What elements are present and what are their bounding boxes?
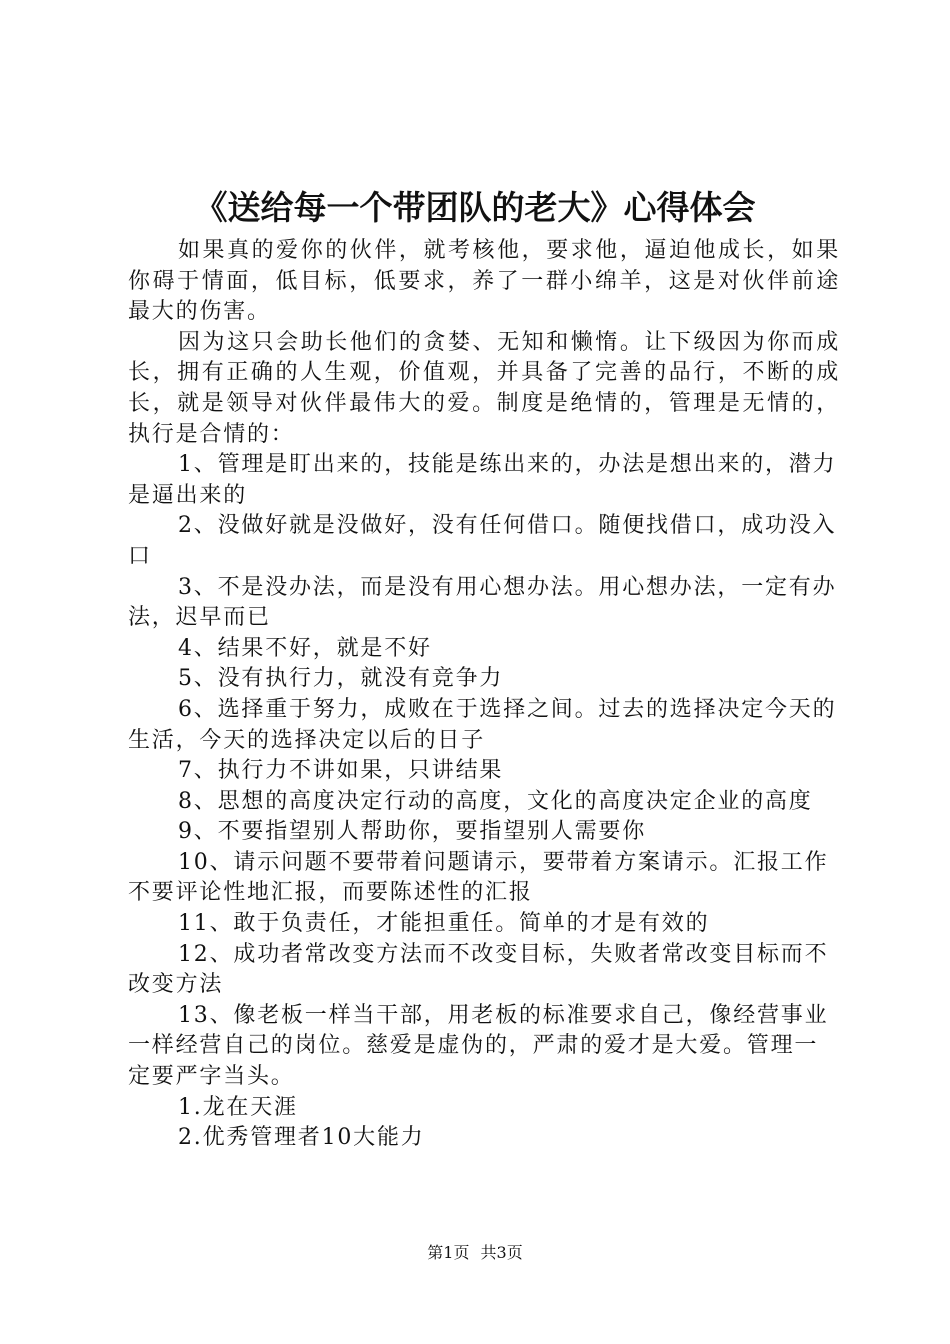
list-item: 12、成功者常改变方法而不改变目标，失败者常改变目标而不改变方法	[128, 941, 829, 998]
paragraph: 因为这只会助长他们的贪婪、无知和懒惰。让下级因为你而成长，拥有正确的人生观，价值观，并具备了完善的品行，不断的成长，就是领导对伙伴最伟大的爱。制度是绝情的，管理是无情的，执行是合情的：	[128, 329, 840, 447]
list-item: 13、像老板一样当干部，用老板的标准要求自己，像经营事业一样经营自己的岗位。慈爱是虚伪的，严肃的爱才是大爱。管理一定要严字当头。	[128, 1002, 829, 1090]
list-item: 3、不是没办法，而是没有用心想办法。用心想办法，一定有办法，迟早而已	[128, 574, 837, 631]
list-item: 11、敢于负责任，才能担重任。简单的才是有效的	[178, 911, 710, 937]
page-number: 第1页	[427, 1243, 470, 1262]
list-item: 8、思想的高度决定行动的高度，文化的高度决定企业的高度	[178, 788, 813, 814]
list-item: 9、不要指望别人帮助你，要指望别人需要你	[178, 819, 646, 845]
list-item: 1、管理是盯出来的，技能是练出来的，办法是想出来的，潜力是逼出来的	[128, 452, 837, 508]
list-item: 5、没有执行力，就没有竞争力	[178, 666, 504, 692]
list-item: 4、结果不好，就是不好	[178, 635, 432, 661]
page-total: 共3页	[480, 1243, 523, 1262]
list-item: 7、执行力不讲如果，只讲结果	[178, 758, 504, 784]
paragraph: 如果真的爱你的伙伴，就考核他，要求他，逼迫他成长，如果你碍于情面，低目标，低要求，养了一群小绵羊，这是对伙伴前途最大的伤害。	[128, 238, 840, 325]
related-link[interactable]: 2.优秀管理者10大能力	[178, 1125, 425, 1151]
page-footer	[0, 1243, 950, 1263]
related-link[interactable]: 1.龙在天涯	[178, 1094, 298, 1120]
list-item: 6、选择重于努力，成败在于选择之间。过去的选择决定今天的生活，今天的选择决定以后的日子	[128, 696, 837, 753]
document-body	[128, 236, 840, 1154]
page-title: 《送给每一个带团队的老大》心得体会	[194, 188, 756, 227]
list-item: 10、请示问题不要带着问题请示，要带着方案请示。汇报工作不要评论性地汇报，而要陈述性的汇报	[128, 849, 829, 906]
list-item: 2、没做好就是没做好，没有任何借口。随便找借口，成功没入口	[128, 513, 837, 569]
